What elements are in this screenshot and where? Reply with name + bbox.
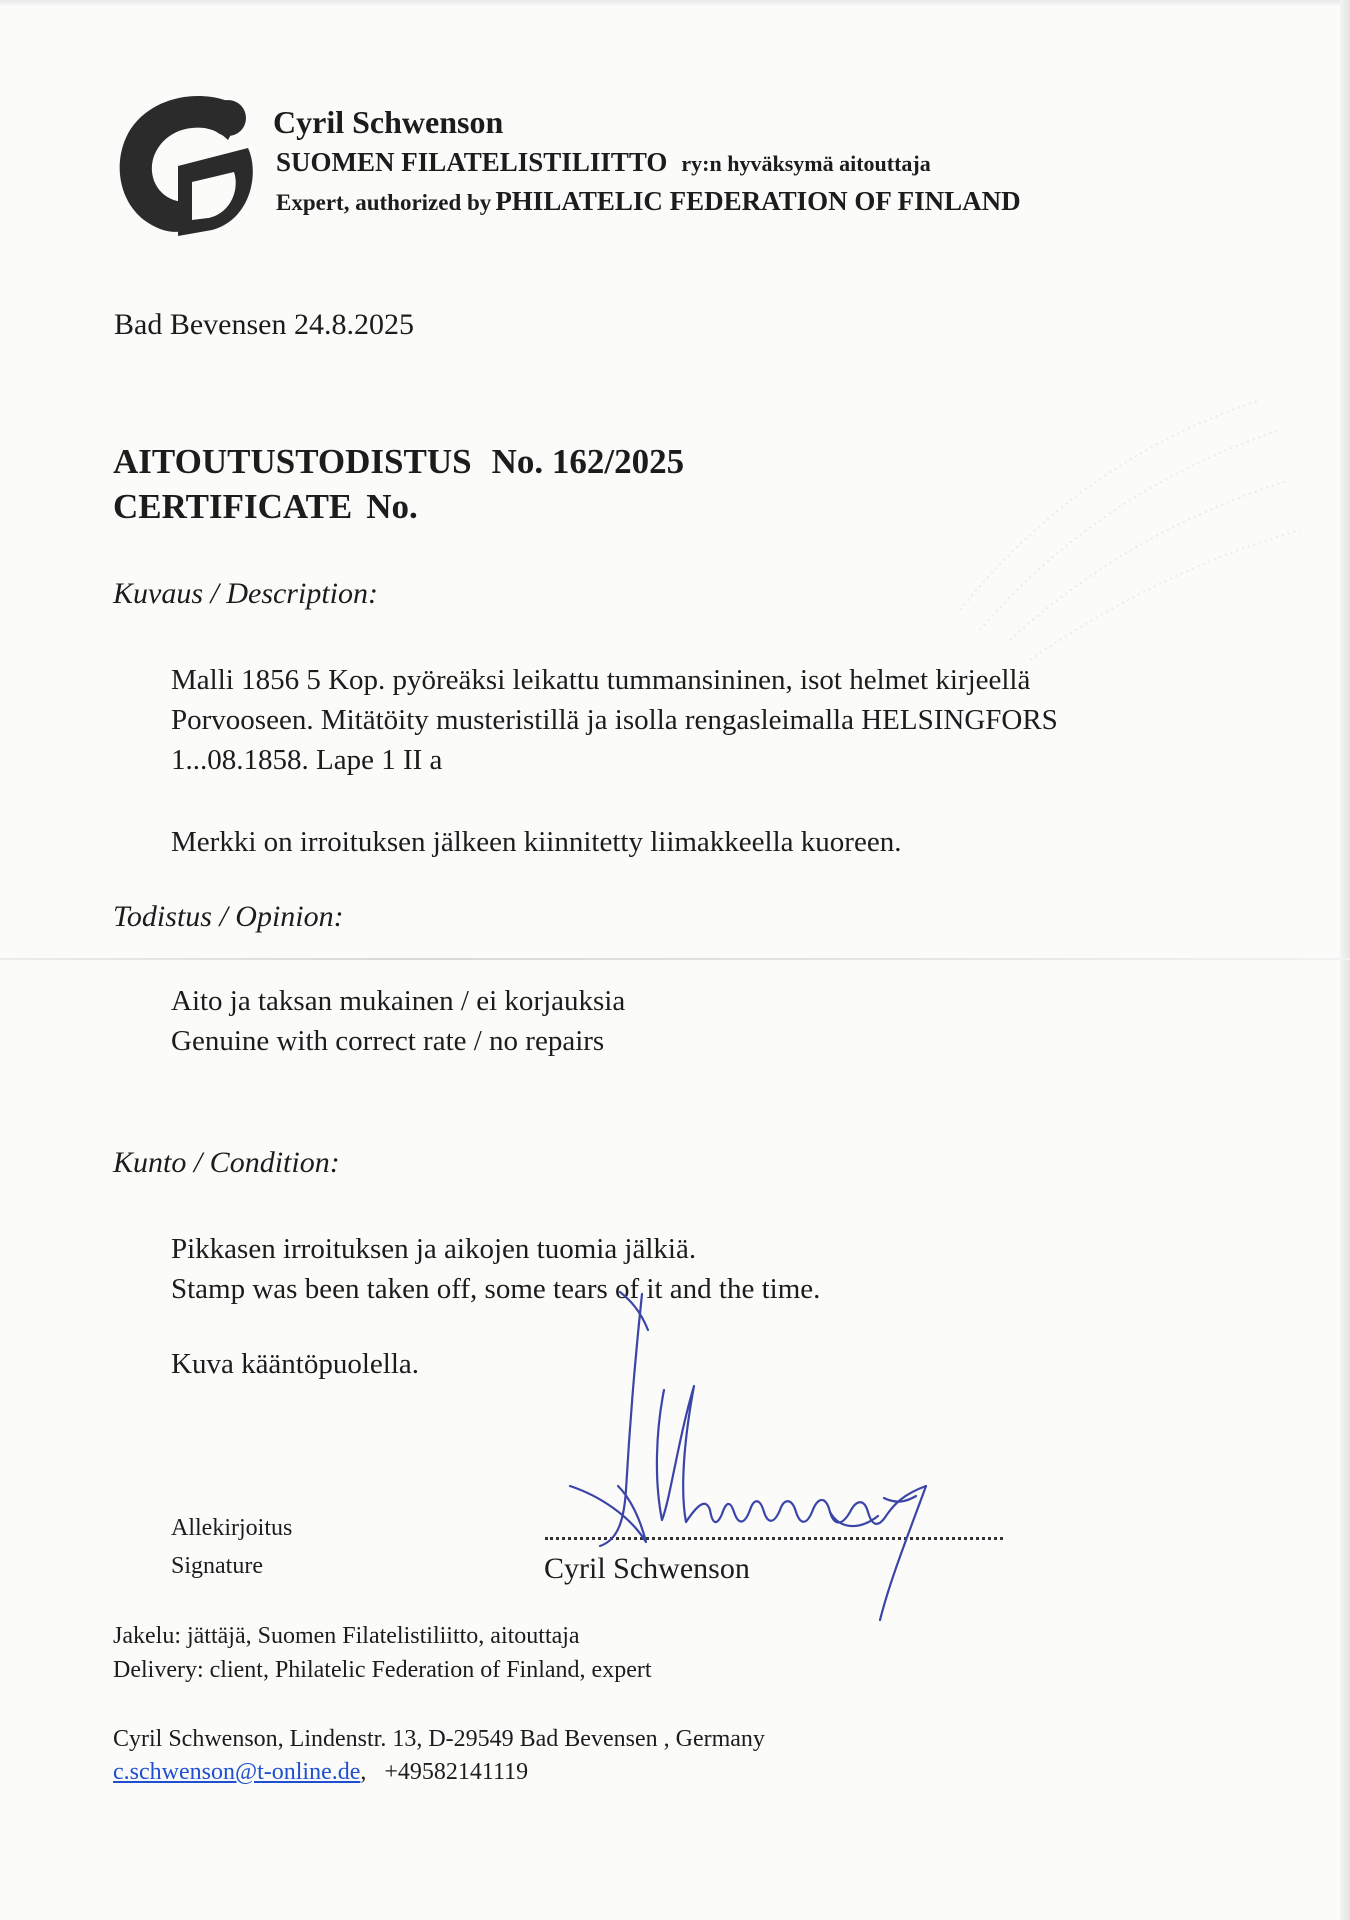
expert-federation: PHILATELIC FEDERATION OF FINLAND (495, 186, 1021, 216)
paper-fold-line (0, 958, 1350, 960)
opinion-label: Todistus / Opinion: (113, 900, 344, 933)
condition-line: Stamp was been taken off, some tears of it and the time. (171, 1273, 821, 1305)
certificate-number-label-en: No. (366, 487, 418, 526)
expert-authorization-line (276, 186, 1021, 217)
contact-separator: , (360, 1759, 367, 1785)
federation-line (276, 147, 931, 178)
description-line: Malli 1856 5 Kop. pyöreäksi leikattu tummansininen, isot helmet kirjeellä (171, 664, 1031, 696)
delivery-line-en: Delivery: client, Philatelic Federation of Finland, expert (113, 1657, 652, 1683)
expert-prefix: Expert, authorized by (276, 190, 492, 215)
description-line: Merkki on irroituksen jälkeen kiinnitetty liimakkeella kuoreen. (171, 826, 902, 858)
signature-label-fi: Allekirjoitus (171, 1515, 293, 1541)
place-date: Bad Bevensen 24.8.2025 (114, 308, 414, 341)
condition-label: Kunto / Condition: (113, 1146, 340, 1179)
contact-phone: +49582141119 (384, 1759, 529, 1785)
description-line: 1...08.1858. Lape 1 II a (171, 744, 443, 776)
email-link[interactable]: c.schwenson@t-online.de (113, 1759, 361, 1785)
signer-name: Cyril Schwenson (544, 1552, 750, 1585)
certificate-title-en (113, 487, 418, 527)
federation-suffix: ry:n hyväksymä aitouttaja (681, 151, 931, 176)
federation-logo-icon (116, 90, 264, 240)
opinion-line: Aito ja taksan mukainen / ei korjauksia (171, 985, 626, 1017)
contact-line (113, 1759, 528, 1786)
paper-right-edge (1340, 0, 1350, 1920)
delivery-line-fi: Jakelu: jättäjä, Suomen Filatelistiliitto, aitouttaja (113, 1623, 580, 1649)
handwritten-signature-icon (560, 1290, 990, 1630)
condition-line: Pikkasen irroituksen ja aikojen tuomia jälkiä. (171, 1233, 697, 1265)
opinion-line: Genuine with correct rate / no repairs (171, 1025, 605, 1057)
certificate-title-fi (113, 442, 684, 482)
description-label: Kuvaus / Description: (113, 577, 378, 610)
contact-address: Cyril Schwenson, Lindenstr. 13, D-29549 Bad Bevensen , Germany (113, 1726, 765, 1752)
embossed-seal-icon (930, 380, 1310, 680)
description-line: Porvooseen. Mitätöity musteristillä ja isolla rengasleimalla HELSINGFORS (171, 704, 1058, 736)
federation-name: SUOMEN FILATELISTILIITTO (276, 147, 668, 177)
certificate-title-fi-text: AITOUTUSTODISTUS (113, 442, 472, 481)
signature-label-en: Signature (171, 1553, 263, 1579)
expert-name-heading: Cyril Schwenson (273, 104, 504, 140)
condition-line: Kuva kääntöpuolella. (171, 1348, 420, 1380)
certificate-number: No. 162/2025 (491, 442, 685, 481)
certificate-title-en-text: CERTIFICATE (113, 487, 353, 526)
paper-top-edge (0, 0, 1350, 6)
